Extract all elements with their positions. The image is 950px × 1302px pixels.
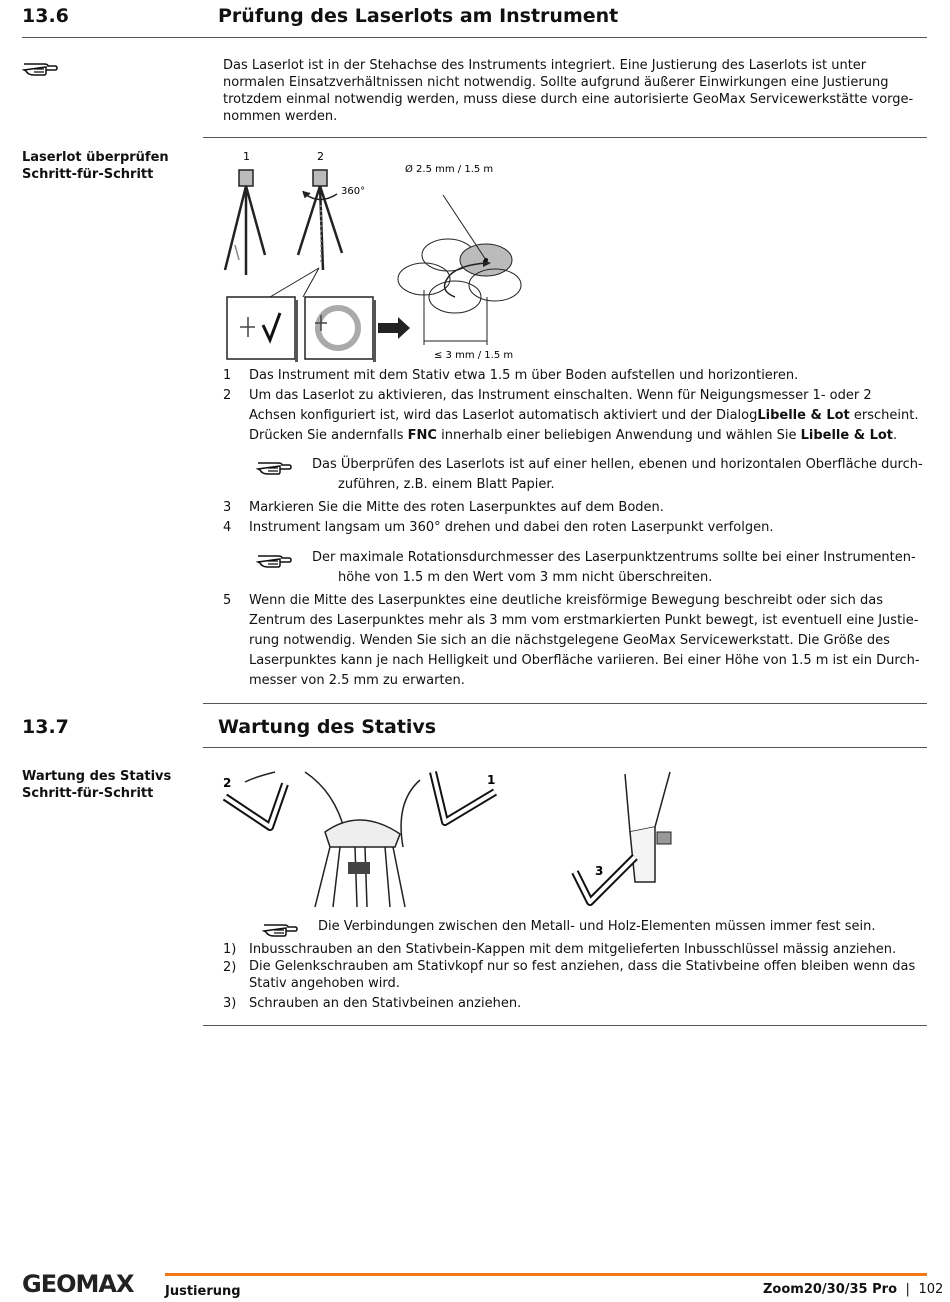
step-number: 1	[223, 368, 232, 383]
intro-line: Das Laserlot ist in der Stehachse des Instruments integriert. Eine Justierung des Laserlots ist unter	[223, 58, 867, 73]
laser-plummet-figure	[215, 145, 535, 365]
footer-product: Zoom20/30/35 Pro | 102	[763, 1282, 944, 1297]
figure-label-1: 1	[487, 773, 496, 787]
tripod-maintenance-figure	[215, 762, 695, 912]
section-rule	[22, 37, 927, 38]
section-end-rule	[203, 1025, 927, 1026]
section-number: 13.6	[22, 5, 69, 27]
pointing-hand-icon	[256, 457, 292, 475]
step-text: Inbusschrauben an den Stativbein-Kappen mit dem mitgelieferten Inbusschlüssel mässig anziehen.	[249, 942, 897, 957]
page-number: 102	[918, 1282, 944, 1297]
section-rule	[203, 747, 927, 748]
pointing-hand-icon	[22, 58, 58, 76]
section-end-rule	[203, 703, 927, 704]
step-item	[223, 591, 928, 691]
figure-label-1: 1	[243, 150, 250, 163]
footer-chapter: Justierung	[165, 1284, 241, 1299]
intro-line: nommen werden.	[223, 109, 338, 124]
step-text: Schrauben an den Stativbeinen anziehen.	[249, 996, 522, 1011]
step-item	[223, 386, 928, 446]
pointing-hand-icon	[256, 550, 292, 568]
step-text: Wenn die Mitte des Laserpunktes eine deutliche kreisförmige Bewegung beschreibt oder sich das Zentrum des Laserpunktes mehr als 3 mm vom erstmarkierten Punkt bewegt, ist eventuell eine Justie- rung notwendig. Wenden Sie sich an die nächstgelegene GeoMax Servicewerkstatt. Die Größe des Laserpunktes kann je nach Helligkeit und Oberfläche variieren. Bei einer Höhe von 1.5 m ist ein Durch- messer von 2.5 mm zu erwarten.	[249, 593, 920, 688]
section-title: Wartung des Stativs	[218, 716, 437, 738]
step-text: Markieren Sie die Mitte des roten Laserpunktes auf dem Boden.	[249, 500, 664, 515]
step-number: 1)	[223, 942, 237, 957]
section-title: Prüfung des Laserlots am Instrument	[218, 5, 619, 27]
footer-accent-line	[165, 1273, 927, 1276]
section-number: 13.7	[22, 716, 69, 738]
geomax-logo: GEOMAX	[22, 1270, 134, 1298]
intro-line: normalen Einsatzverhältnissen nicht notwendig. Sollte aufgrund äußerer Einwirkungen eine Justierung	[223, 75, 889, 90]
tripod-icon	[298, 170, 342, 270]
figure-label-2: 2	[223, 776, 232, 790]
step-text: Um das Laserlot zu aktivieren, das Instrument einschalten. Wenn für Neigungsmesser 1- oder 2 Achsen konfiguriert ist, wird das Laserlot automatisch aktiviert und der DialogLibelle & Lot erscheint. Drücken Sie andernfalls FNC innerhalb einer beliebigen Anwendung und wählen Sie Libelle & Lot.	[249, 388, 919, 443]
step-number: 2)	[223, 960, 237, 975]
figure-label-2: 2	[317, 150, 324, 163]
step-number: 3	[223, 500, 232, 515]
side-label: Wartung des Stativs Schritt-für-Schritt	[22, 769, 172, 801]
step-number: 3)	[223, 996, 237, 1011]
intro-rule	[203, 137, 927, 138]
note-text: Der maximale Rotationsdurchmesser des Laserpunktzentrums sollte bei einer Instrumenten- höhe von 1.5 m den Wert vom 3 mm nicht überschreiten.	[312, 550, 916, 585]
diameter-label: Ø 2.5 mm / 1.5 m	[405, 164, 494, 175]
side-label: Laserlot überprüfen Schritt-für-Schritt	[22, 150, 169, 182]
step-number: 4	[223, 520, 232, 535]
tripod-icon	[225, 170, 265, 275]
figure-label-3: 3	[595, 864, 604, 878]
step-text: Das Instrument mit dem Stativ etwa 1.5 m über Boden aufstellen und horizontieren.	[249, 368, 799, 383]
step-number: 2	[223, 388, 232, 403]
intro-line: trotzdem einmal notwendig werden, muss diese durch eine autorisierte GeoMax Servicewerkstätte vorge-	[223, 92, 914, 107]
intro-text	[223, 57, 928, 125]
step-number: 5	[223, 593, 232, 608]
note-text: Das Überprüfen des Laserlots ist auf einer hellen, ebenen und horizontalen Oberfläche durch- zuführen, z.B. einem Blatt Papier.	[312, 457, 923, 492]
rotation-label: 360°	[341, 186, 366, 197]
step-text: Die Gelenkschrauben am Stativkopf nur so fest anziehen, dass die Stativbeine offen bleiben wenn das Stativ angehoben wird.	[249, 959, 916, 991]
step-text: Instrument langsam um 360° drehen und dabei den roten Laserpunkt verfolgen.	[249, 520, 774, 535]
note-text: Die Verbindungen zwischen den Metall- und Holz-Elementen müssen immer fest sein.	[318, 919, 876, 934]
pointing-hand-icon	[262, 919, 298, 937]
tolerance-label: ≤ 3 mm / 1.5 m	[434, 350, 514, 361]
step-item	[223, 958, 928, 998]
